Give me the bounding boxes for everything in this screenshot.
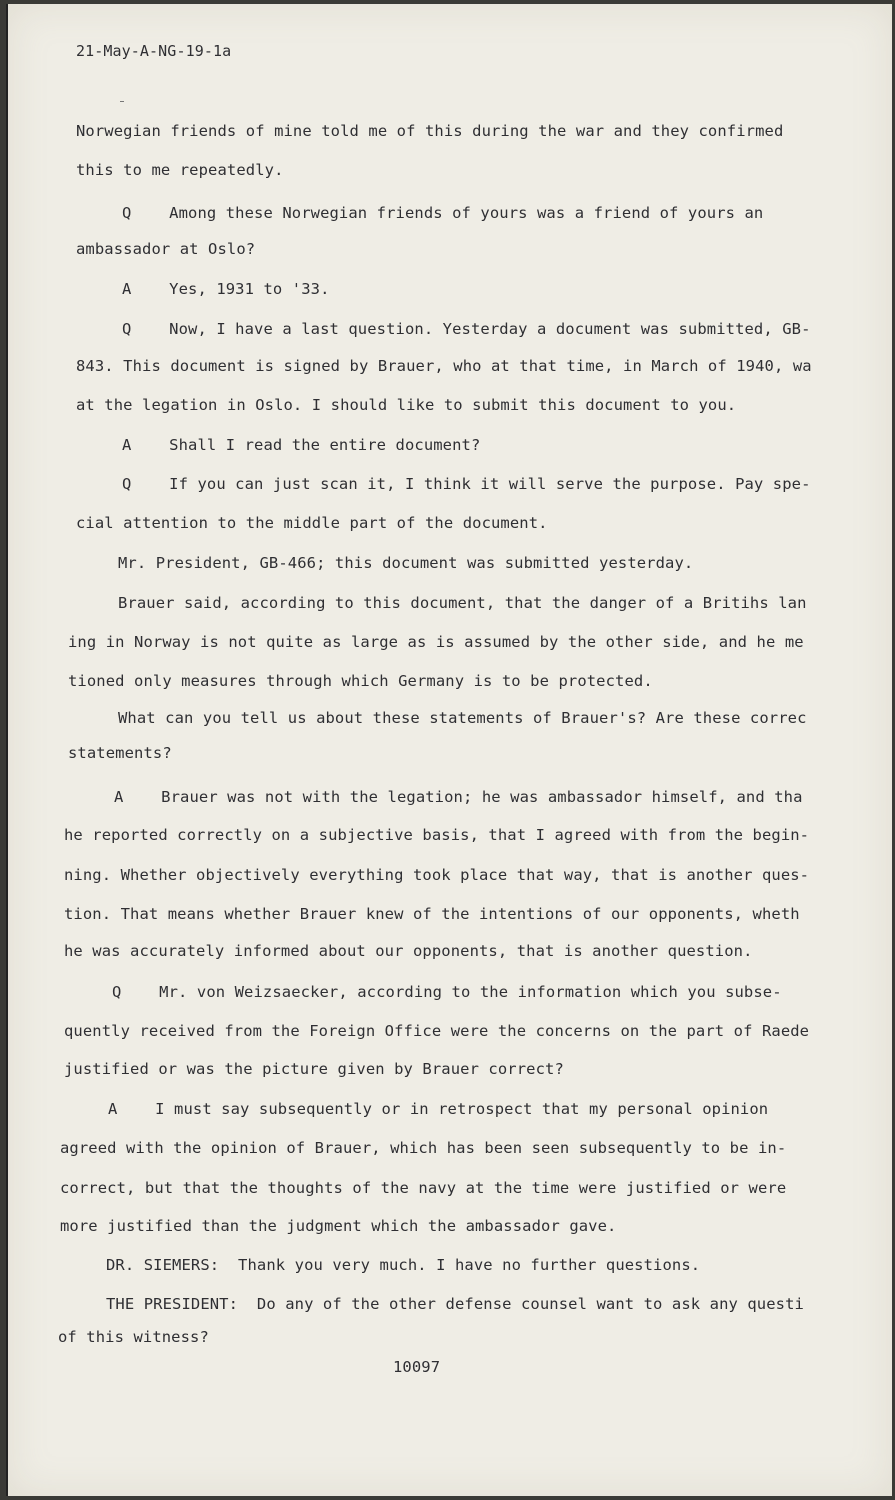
text-line: tion. That means whether Brauer knew of the intentions of our opponents, wheth: [64, 905, 800, 923]
text-line: justified or was the picture given by Brauer correct?: [64, 1060, 564, 1078]
text-line: ing in Norway is not quite as large as is assumed by the other side, and he me: [68, 633, 804, 651]
text-line: THE PRESIDENT: Do any of the other defense counsel want to ask any questi: [106, 1295, 804, 1313]
text-line: of this witness?: [58, 1328, 209, 1346]
page-number: 10097: [393, 1358, 441, 1376]
paper-speck: [120, 101, 124, 102]
text-line: A I must say subsequently or in retrospect that my personal opinion: [108, 1100, 769, 1118]
text-line: he reported correctly on a subjective basis, that I agreed with from the begin-: [64, 826, 810, 844]
text-line: cial attention to the middle part of the document.: [76, 514, 548, 532]
text-line: What can you tell us about these statements of Brauer's? Are these correc: [118, 709, 807, 727]
text-line: he was accurately informed about our opponents, that is another question.: [64, 942, 753, 960]
text-line: Q Mr. von Weizsaecker, according to the information which you subse-: [112, 983, 782, 1001]
text-line: this to me repeatedly.: [76, 161, 284, 179]
text-line: agreed with the opinion of Brauer, which has been seen subsequently to be in-: [60, 1139, 787, 1157]
text-line: 843. This document is signed by Brauer, who at that time, in March of 1940, wa: [76, 357, 812, 375]
text-line: A Yes, 1931 to '33.: [122, 280, 330, 298]
text-line: ning. Whether objectively everything took place that way, that is another ques-: [64, 866, 810, 884]
text-line: Mr. President, GB-466; this document was submitted yesterday.: [118, 554, 694, 572]
text-line: ambassador at Oslo?: [76, 240, 256, 258]
document-header-code: 21-May-A-NG-19-1a: [76, 42, 232, 60]
text-line: Norwegian friends of mine told me of this during the war and they confirmed: [76, 122, 784, 140]
text-line: Q Now, I have a last question. Yesterday a document was submitted, GB-: [122, 320, 811, 338]
text-line: Q If you can just scan it, I think it will serve the purpose. Pay spe-: [122, 475, 811, 493]
text-line: Q Among these Norwegian friends of yours was a friend of yours an: [122, 204, 764, 222]
text-line: tioned only measures through which Germany is to be protected.: [68, 672, 653, 690]
text-line: statements?: [68, 744, 172, 762]
text-line: quently received from the Foreign Office were the concerns on the part of Raede: [64, 1022, 810, 1040]
document-page: [6, 4, 892, 1496]
text-line: more justified than the judgment which the ambassador gave.: [60, 1217, 617, 1235]
text-line: A Brauer was not with the legation; he was ambassador himself, and tha: [114, 788, 803, 806]
text-line: correct, but that the thoughts of the navy at the time were justified or were: [60, 1179, 787, 1197]
text-line: at the legation in Oslo. I should like to submit this document to you.: [76, 396, 737, 414]
text-line: A Shall I read the entire document?: [122, 436, 481, 454]
text-line: DR. SIEMERS: Thank you very much. I have no further questions.: [106, 1256, 701, 1274]
text-line: Brauer said, according to this document, that the danger of a Britihs lan: [118, 594, 807, 612]
